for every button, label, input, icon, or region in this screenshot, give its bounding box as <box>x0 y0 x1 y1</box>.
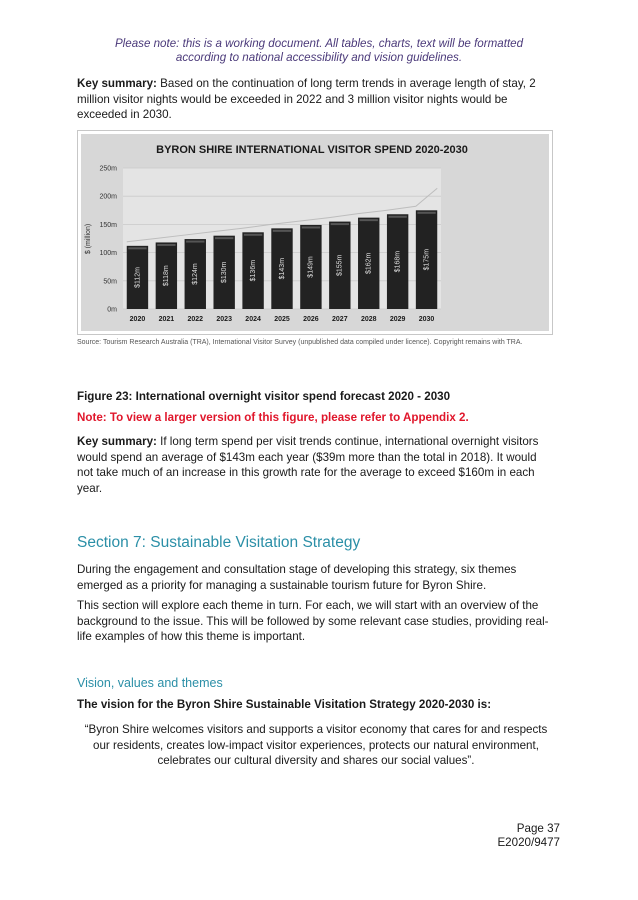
x-tick-label: 2025 <box>274 316 290 323</box>
paragraph-line: This section will explore each theme in turn. For each, we will start with an overview of the <box>77 599 539 612</box>
document-reference: E2020/9477 <box>497 836 560 849</box>
visitor-spend-chart <box>77 130 553 335</box>
bar-data-label: $112m <box>134 266 142 288</box>
bar-highlight <box>273 230 291 232</box>
bar-highlight <box>388 216 406 218</box>
x-tick-label: 2028 <box>360 316 377 323</box>
x-tick-label: 2026 <box>303 316 319 323</box>
bar-data-label: $143m <box>278 257 286 280</box>
key-summary-paragraph-2 <box>77 434 555 496</box>
working-document-note <box>60 37 578 65</box>
subheading: Vision, values and themes <box>77 676 223 690</box>
key-summary-text: not take much of an increase in this growth rate for the average to exceed $160m in each <box>77 466 535 480</box>
y-tick-label: 0m <box>107 306 117 314</box>
x-tick-label: 2023 <box>216 316 232 323</box>
key-summary-text: If long term spend per visit trends continue, international overnight visitors <box>160 435 539 448</box>
key-summary-text: Based on the continuation of long term trends in average length of stay, 2 <box>160 77 536 90</box>
vision-intro: The vision for the Byron Shire Sustainable Visitation Strategy 2020-2030 is: <box>77 698 492 711</box>
x-tick-label: 2030 <box>418 316 435 323</box>
quote-line: celebrates our cultural diversity and shares our social values”. <box>157 754 475 768</box>
figure-caption: Figure 23: International overnight visitor spend forecast 2020 - 2030 <box>77 390 451 403</box>
bar-data-label: $136m <box>249 259 257 282</box>
bar-data-label: $130m <box>221 261 229 284</box>
key-summary-text: million visitor nights would be exceeded in 2022 and 3 million visitor nights would be <box>77 92 508 106</box>
bar-data-label: $168m <box>394 250 402 273</box>
y-tick-label: 150m <box>99 221 117 229</box>
bar-highlight <box>417 212 435 214</box>
bar-highlight <box>157 244 175 246</box>
bar-highlight <box>360 219 378 221</box>
bar-highlight <box>128 247 146 249</box>
chart-source: Source: Tourism Research Australia (TRA), International Visitor Survey (unpublished data compiled under licence). Copyright remains with TRA. <box>77 339 523 346</box>
x-tick-label: 2021 <box>158 316 175 323</box>
appendix-note: Note: To view a larger version of this figure, please refer to Appendix 2. <box>77 411 469 424</box>
bar-data-label: $149m <box>307 256 315 278</box>
x-tick-label: 2029 <box>389 316 406 323</box>
y-tick-label: 250m <box>99 165 117 173</box>
bar-data-label: $124m <box>192 263 200 285</box>
page-footer <box>497 822 560 850</box>
x-tick-label: 2024 <box>245 316 261 323</box>
bar-data-label: $162m <box>365 252 373 275</box>
bar-data-label: $118m <box>163 265 171 287</box>
section-paragraph-1 <box>77 562 555 593</box>
bar-data-label: $155m <box>336 254 344 276</box>
paragraph-line: During the engagement and consultation stage of developing this strategy, six themes <box>77 563 517 576</box>
key-summary-paragraph-1 <box>77 76 555 123</box>
vision-quote <box>77 722 555 769</box>
x-tick-label: 2027 <box>332 316 348 323</box>
y-tick-label: 100m <box>99 250 117 258</box>
page-number: Page 37 <box>516 822 560 835</box>
y-axis-label: $ (million) <box>85 223 92 255</box>
working-document-note-line-1: Please note: this is a working document. All tables, charts, text will be formatted <box>114 37 524 50</box>
key-summary-text: year. <box>77 481 103 495</box>
bar-highlight <box>244 234 262 236</box>
working-document-note-line-2: according to national accessibility and vision guidelines. <box>175 51 463 64</box>
bar-highlight <box>186 241 204 243</box>
key-summary-text: would spend an average of $143m each year ($39m more than the total in 2018). It would <box>77 450 537 464</box>
paragraph-line: emerged as a priority for managing a sustainable tourism future for Byron Shire. <box>77 578 487 592</box>
quote-line: our residents, creates low-impact visitor experiences, protects our natural environment, <box>93 738 539 752</box>
paragraph-line: life examples of how this theme is important. <box>77 630 306 644</box>
y-tick-label: 200m <box>99 193 117 201</box>
x-tick-label: 2022 <box>187 316 204 323</box>
chart-title: BYRON SHIRE INTERNATIONAL VISITOR SPEND 2020-2030 <box>156 144 468 156</box>
quote-line: “Byron Shire welcomes visitors and supports a visitor economy that cares for and respects <box>84 723 548 736</box>
bar-highlight <box>331 223 349 225</box>
bar-data-label: $175m <box>423 248 431 271</box>
bar-highlight <box>302 226 320 228</box>
key-summary-text: exceeded in 2030. <box>77 108 172 122</box>
x-tick-label: 2020 <box>129 316 146 323</box>
section-paragraph-2 <box>77 598 555 645</box>
key-summary-label: Key summary: <box>77 77 157 90</box>
y-tick-label: 50m <box>103 278 117 286</box>
section-heading: Section 7: Sustainable Visitation Strategy <box>77 534 361 551</box>
paragraph-line: background to the issue. This will be followed by some relevant case studies, providing real- <box>77 614 549 628</box>
chart-svg <box>78 131 552 334</box>
bar-highlight <box>215 237 233 239</box>
key-summary-label: Key summary: <box>77 435 157 448</box>
